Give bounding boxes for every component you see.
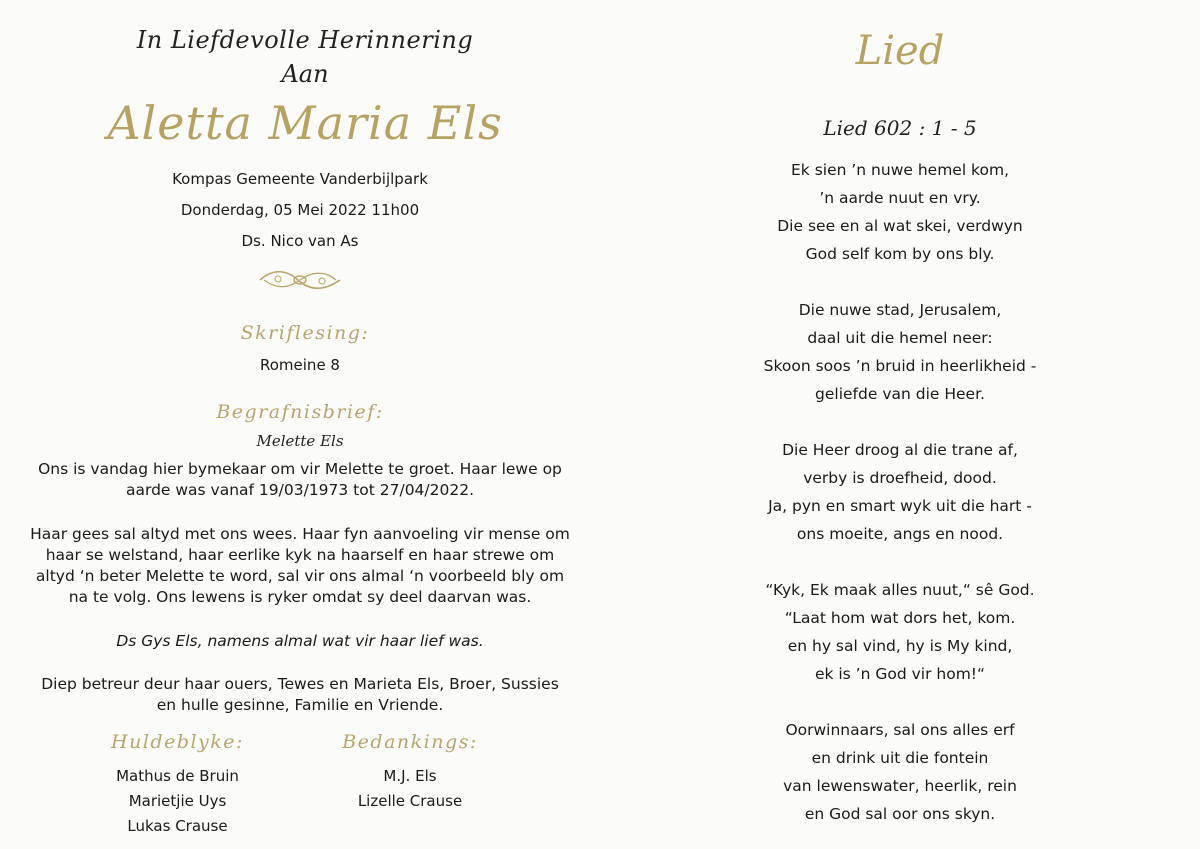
flourish-ornament-icon	[258, 265, 342, 295]
verse-4	[600, 576, 1200, 688]
verse-line: geliefde van die Heer.	[815, 385, 985, 403]
memorial-heading-aan: Aan	[281, 60, 329, 88]
verse-line: ek is ’n God vir hom!“	[814, 665, 986, 683]
minister-name: Ds. Nico van As	[241, 232, 359, 250]
verse-line: ’n aarde nuut en vry.	[819, 189, 981, 207]
church-name: Kompas Gemeente Vanderbijlpark	[172, 170, 428, 188]
verse-5	[600, 716, 1200, 828]
verse-line: Ek sien ’n nuwe hemel kom,	[791, 161, 1009, 179]
verse-line: verby is droefheid, dood.	[803, 469, 997, 487]
verse-line: “Laat hom wat dors het, kom.	[784, 609, 1016, 627]
verse-2	[600, 296, 1200, 408]
letter-heading: Begrafnisbrief:	[216, 401, 384, 423]
tribute-item: Mathus de Bruin	[116, 767, 239, 785]
verse-line: en hy sal vind, hy is My kind,	[787, 637, 1013, 655]
verse-line: daal uit die hemel neer:	[807, 329, 993, 347]
verse-line: Die Heer droog al die trane af,	[782, 441, 1018, 459]
service-date: Donderdag, 05 Mei 2022 11h00	[180, 201, 420, 219]
verse-line: en drink uit die fontein	[811, 749, 989, 767]
verse-line: van lewenswater, heerlik, rein	[783, 777, 1017, 795]
verse-line: God self kom by ons bly.	[805, 245, 995, 263]
reading-heading: Skriflesing:	[240, 322, 370, 344]
letter-author: Melette Els	[256, 432, 344, 450]
tribute-item: Lukas Crause	[127, 817, 228, 835]
verse-line: ons moeite, angs en nood.	[796, 525, 1004, 543]
letter-paragraph-2: Haar gees sal altyd met ons wees. Haar fyn aanvoeling vir mense om haar se welstand, haar eerlike kyk na haarself en haar strewe om altyd ‘n beter Melette te word, sal vir ons almal ‘n voorbeeld bly om na te volg. Ons lewens is ryker omdat sy deel daarvan was.	[30, 525, 570, 606]
verse-line: Ja, pyn en smart wyk uit die hart -	[768, 497, 1032, 515]
verse-line: Die see en al wat skei, verdwyn	[777, 217, 1023, 235]
verse-1	[600, 156, 1200, 268]
verse-line: Oorwinnaars, sal ons alles erf	[785, 721, 1015, 739]
tributes-heading: Huldeblyke:	[111, 731, 244, 753]
memorial-heading: In Liefdevolle Herinnering	[136, 26, 474, 54]
letter-paragraph-1: Ons is vandag hier bymekaar om vir Melette te groet. Haar lewe op aarde was vanaf 19/03/1973 tot 27/04/2022.	[38, 460, 562, 499]
verse-line: Skoon soos ’n bruid in heerlikheid -	[763, 357, 1037, 375]
verse-line: en God sal oor ons skyn.	[804, 805, 996, 823]
hymn-number: Lied 602 : 1 - 5	[823, 116, 977, 140]
verse-line: Die nuwe stad, Jerusalem,	[798, 301, 1002, 319]
verse-3	[600, 436, 1200, 548]
letter-signature: Ds Gys Els, namens almal wat vir haar lief was.	[116, 632, 484, 650]
deceased-name: Aletta Maria Els	[107, 96, 503, 150]
mourners-text: Diep betreur deur haar ouers, Tewes en Marieta Els, Broer, Sussies en hulle gesinne, Familie en Vriende.	[41, 675, 559, 714]
tribute-item: Marietjie Uys	[128, 792, 227, 810]
thanks-item: M.J. Els	[383, 767, 437, 785]
reading-reference: Romeine 8	[260, 356, 340, 374]
thanks-heading: Bedankings:	[342, 731, 478, 753]
verse-line: “Kyk, Ek maak alles nuut,“ sê God.	[765, 581, 1035, 599]
hymn-title: Lied	[855, 28, 945, 74]
thanks-item: Lizelle Crause	[357, 792, 463, 810]
